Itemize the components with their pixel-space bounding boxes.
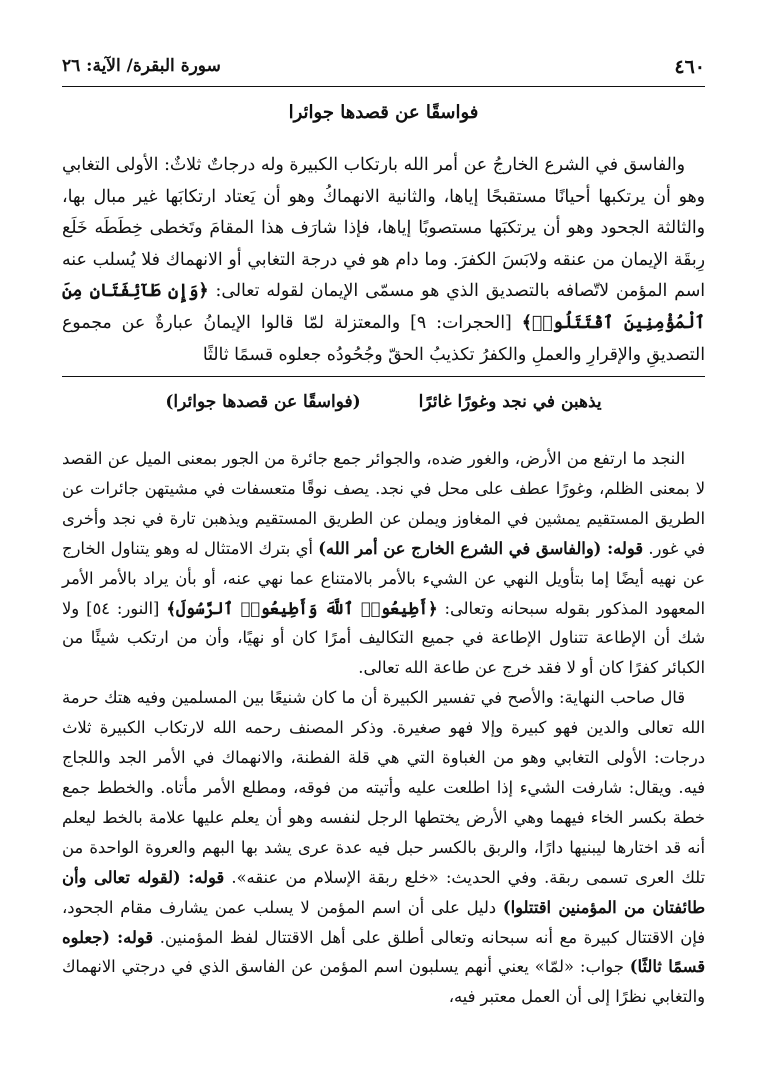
page-number: ٤٦٠ <box>674 56 705 78</box>
commentary-text <box>62 444 705 1012</box>
commentary-lemma-2: قوله: (لقوله تعالى وأن طائفتان من المؤمنين اقتتلوا) <box>62 867 705 917</box>
footnote-divider <box>62 376 705 377</box>
main-text <box>62 150 705 371</box>
main-paragraph <box>62 150 705 371</box>
poem-line: يذهبن في نجد وغورًا غائرًا <box>418 392 602 412</box>
page-header <box>62 56 705 87</box>
commentary-text-1: النجد ما ارتفع من الأرض، والغور ضده، والجوائر جمع جائرة من الجور بمعنى الميل عن القصد لا بمعنى الظلم، وغورًا عطف على محل في نجد. يصف نوقًا متعسفات في مشيتهن جائرات عن الطريق المستقيم يمشين في المغاوز ويملن عن الطريق المستقيم ويذهبن تارة في نجد وأخرى في غور. <box>62 449 705 558</box>
commentary-lemma-1: قوله: (والفاسق في الشرع الخارج عن أمر الله) <box>318 538 644 558</box>
quran-verse: ﴿وَإِن طَآئِفَتَانِ مِنَ ٱلْمُؤْمِنِينَ ٱقْتَتَلُوا۟﴾ <box>62 281 705 333</box>
commentary-text-4: قال صاحب النهاية: والأصح في تفسير الكبيرة أن ما كان شنيعًا بين المسلمين وفيه هتك حرمة الله تعالى والدين فهو كبيرة وإلا فهو صغيرة. وذكر المصنف رحمه الله لارتكاب الكبيرة ثلاث درجات: الأولى التغابي وهو من الغباوة التي هي قلة الفطنة، والانهماك في الأمر الجد واللجاج فيه. ويقال: شارفت الشيء إذا اطلعت عليه وأتيته من فوقه، ومطلع الأمر مأتاه. والخطط جمع خطة بكسر الخاء فيهما وهي الأرض يختطها الرجل لنفسه وهو أن يعلم عليها علامة بالخط ليعلم أنه قد اختارها ليبنيها دارًا، والربق بالكسر حبل فيه عدة عرى يشد بها البهم والعروة الواحدة من تلك العرى تسمى ربقة. وفي الحديث: «خلع ربقة الإسلام من عنقه». <box>62 688 705 887</box>
commentary-paragraph <box>62 683 705 1012</box>
commentary-verse-2: ﴿أَطِيعُوا۟ ٱللَّهَ وَأَطِيعُوا۟ ٱلرَّسُولَ﴾ <box>166 598 438 618</box>
poem-quote: (فواسقًا عن قصدها جوائرا) <box>165 392 361 412</box>
surah-title: سورة البقرة/ الآية: ٢٦ <box>62 56 221 76</box>
main-paragraph-end: والمعتزلة لمّا قالوا الإيمانُ عبارةٌ عن مجموع التصديقِ والإقرارِ والعملِ والكفرُ تكذيبُ الحقّ وجُحُودُه جعلوه قسمًا ثالثًا <box>62 312 705 365</box>
section-heading: فواسقًا عن قصدها جوائرا <box>288 102 479 123</box>
commentary-text-3: [النور: ٥٤] ولا شك أن الإطاعة تتناول الإطاعة في جميع التكاليف أمرًا كان أو نهيًا، وأن من ارتكب شيئًا من الكبائر كفرًا كان أو لا فقد خرج عن طاعة الله تعالى. <box>62 598 705 678</box>
verse-reference: [الحجرات: ٩] <box>410 312 512 333</box>
commentary-text-2: أي بترك الامتثال له وهو يتناول الخارج عن نهيه أيضًا إما بتأويل النهي عن الشيء بالأمر بالامتناع عما نهي عنه، أو بأن يراد بالأمر الأمر المعهود المذكور بقوله سبحانه وتعالى: <box>62 538 705 618</box>
commentary-heading <box>62 392 705 412</box>
main-paragraph-text: والفاسق في الشرع الخارجُ عن أمر الله بارتكاب الكبيرة وله درجاتٌ ثلاثٌ: الأولى التغابي وهو أن يرتكبها أحيانًا مستقبحًا إياها، والثانية الانهماكُ وهو أن يَعتاد ارتكابَها غير مبال بها، والثالثة الجحود وهو أن يرتكبَها مستصوبًا إياها، فإذا شارَف هذا المقامَ وتَخطى خِطَطَه خَلَع رِبقَة الإيمان من عنقه ولابَسَ الكفرَ. وما دام هو في درجة التغابي أو الانهماك فلا يُسلب عنه اسم المؤمن لاتّصافه بالتصديق الذي هو مسمّى الإيمان لقوله تعالى: <box>62 155 706 302</box>
commentary-paragraph <box>62 444 705 683</box>
commentary-text-5: دليل على أن اسم المؤمن لا يسلب عمن يشارف مقام الجحود، فإن الاقتتال كبيرة مع أنه سبحانه وتعالى أطلق على أهل الاقتتال لفظ المؤمنين. <box>62 897 705 947</box>
commentary-lemma-3: قوله: (جعلوه قسمًا ثالثًا) <box>62 927 705 977</box>
commentary-text-6: جواب: «لمّا» يعني أنهم يسلبون اسم المؤمن عن الفاسق الذي في درجتي الانهماك والتغابي نظرًا إلى أن العمل معتبر فيه، <box>62 957 705 1007</box>
